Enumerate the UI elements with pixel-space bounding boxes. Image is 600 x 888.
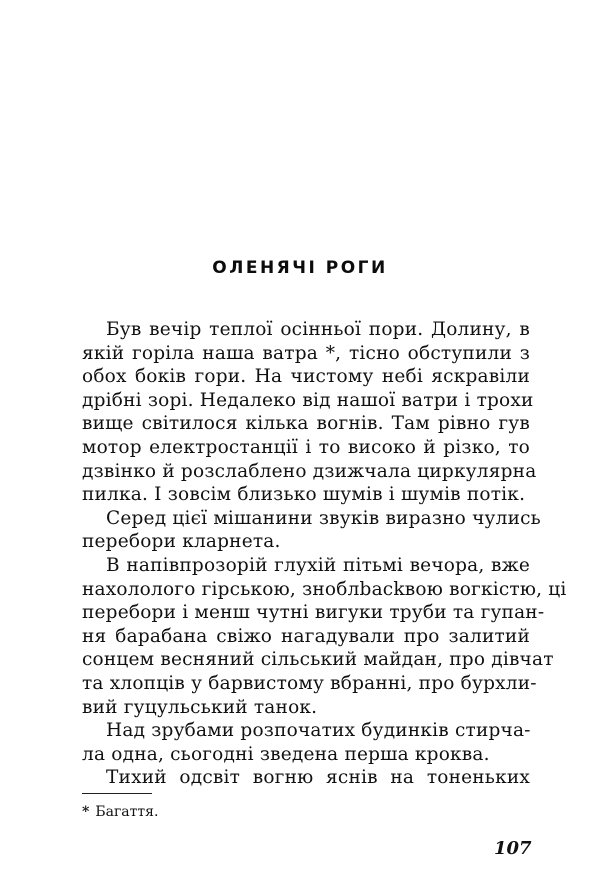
chapter-title: ОЛЕНЯЧІ РОГИ bbox=[212, 258, 388, 278]
text-line: перебори і менш чутні вигуки труби та гупан- bbox=[82, 602, 545, 624]
footnote bbox=[82, 804, 158, 820]
footnote-divider bbox=[82, 793, 152, 794]
text-line: вий гуцульський танок. bbox=[82, 696, 318, 718]
text-line: ла одна, сьогодні зведена перша кроква. bbox=[82, 743, 490, 765]
text-line: якій горіла наша ватра *, тісно обступили з bbox=[82, 342, 530, 364]
text-line: Серед цієї мішанини звуків виразно чулись bbox=[106, 507, 541, 529]
text-line: перебори кларнета. bbox=[82, 531, 281, 553]
footnote-marker: * bbox=[82, 804, 90, 820]
footnote-text: Багаття. bbox=[95, 804, 159, 820]
body-text bbox=[82, 318, 567, 790]
text-line: Над зрубами розпочатих будинків стирча- bbox=[106, 720, 531, 742]
text-line: дзвінко й розслаблено дзижчала циркулярна bbox=[82, 460, 537, 482]
text-line: мотор електростанції і то високо й різко, то bbox=[82, 436, 530, 458]
text-line: ня барабана свіжо нагадували про залитий bbox=[82, 625, 530, 647]
text-line: В напівпрозорій глухій пітьмі вечора, вже bbox=[106, 554, 530, 576]
text-line: нахололого гірською, зноблbackвою вогкістю, ці bbox=[82, 578, 567, 600]
text-line: Тихий одсвіт вогню яснів на тоненьких bbox=[106, 767, 530, 789]
text-line: обох боків гори. На чистому небі яскравіли bbox=[82, 366, 530, 388]
text-line: та хлопців у барвистому вбранні, про бурхли- bbox=[82, 672, 537, 694]
text-line: дрібні зорі. Недалеко від нашої ватри і трохи bbox=[82, 389, 534, 411]
text-line: вище світилося кілька вогнів. Там рівно гув bbox=[82, 413, 530, 435]
text-line: сонцем весняний сільський майдан, про дівчат bbox=[82, 649, 554, 671]
page-number: 107 bbox=[494, 838, 532, 859]
text-line: Був вечір теплої осінньої пори. Долину, в bbox=[106, 319, 530, 340]
text-line: пилка. І зовсім близько шумів і шумів потік. bbox=[82, 484, 526, 506]
